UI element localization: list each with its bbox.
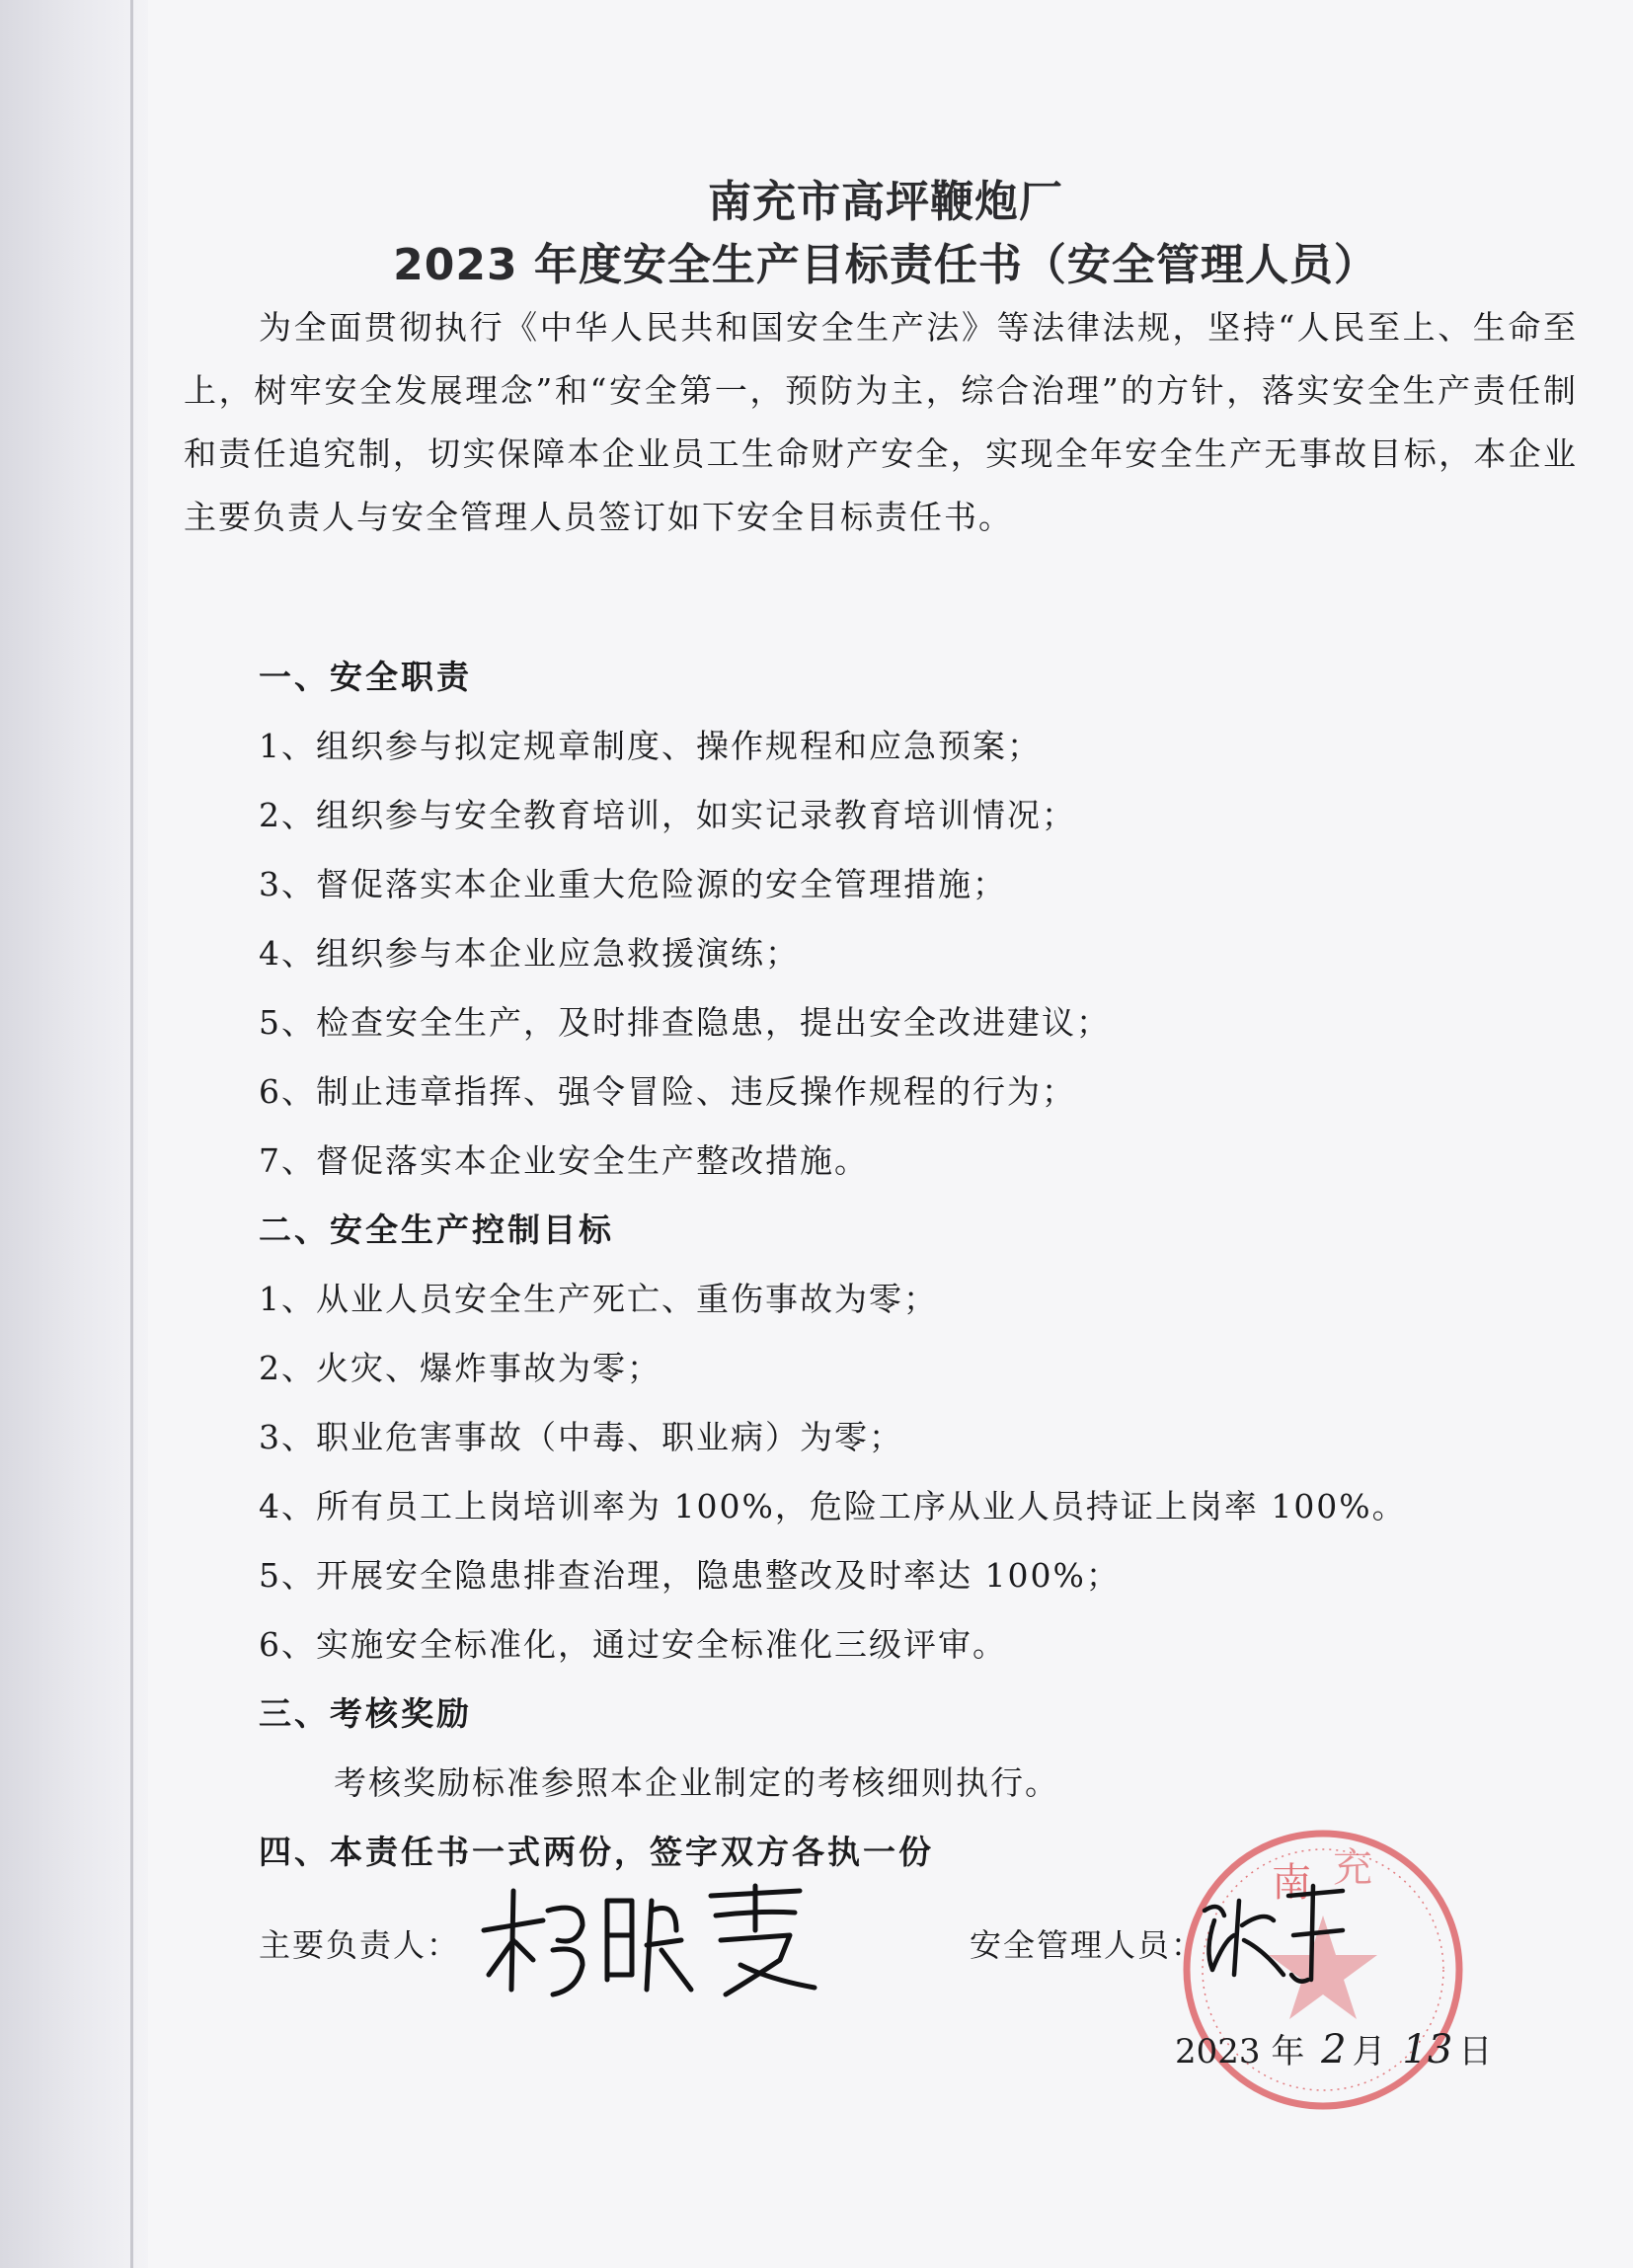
date-month: 2 <box>1321 2027 1347 2072</box>
list-item: 2、火灾、爆炸事故为零； <box>259 1349 661 1387</box>
principal-label: 主要负责人： <box>259 1926 461 1964</box>
svg-text:充: 充 <box>1333 1845 1372 1891</box>
document-title-main: 2023 年度安全生产目标责任书（安全管理人员） <box>393 240 1378 290</box>
list-item: 5、检查安全生产，及时排查隐患，提出安全改进建议； <box>259 1003 1111 1042</box>
section-heading-duties: 一、安全职责 <box>259 658 472 696</box>
principal-signature <box>474 1871 829 2009</box>
date-month-unit: 月 <box>1352 2032 1386 2072</box>
section-heading-rewards: 三、考核奖励 <box>259 1694 472 1733</box>
date-year-unit: 年 <box>1271 2032 1305 2072</box>
list-item: 1、组织参与拟定规章制度、操作规程和应急预案； <box>259 727 1042 765</box>
signing-date <box>1175 2024 1492 2072</box>
date-day-unit: 日 <box>1458 2032 1493 2072</box>
list-item: 4、所有员工上岗培训率为 100%，危险工序从业人员持证上岗率 100%。 <box>259 1487 1407 1525</box>
safety-manager-label: 安全管理人员： <box>970 1926 1205 1964</box>
rewards-body: 考核奖励标准参照本企业制定的考核细则执行。 <box>334 1763 1059 1802</box>
list-item: 6、制止违章指挥、强令冒险、违反操作规程的行为； <box>259 1072 1076 1111</box>
intro-paragraph: 为全面贯彻执行《中华人民共和国安全生产法》等法律法规，坚持“人民至上、生命至上，树牢安全发展理念”和“安全第一，预防为主，综合治理”的方针，落实安全生产责任制和责任追究制，切实保障本企业员工生命财产安全，实现全年安全生产无事故目标，本企业主要负责人与安全管理人员签订如下安全目标责任书。 <box>184 308 1578 536</box>
list-item: 3、督促落实本企业重大危险源的安全管理措施； <box>259 865 1007 903</box>
document-title-company: 南充市高坪鞭炮厂 <box>708 177 1063 227</box>
safety-manager-signature <box>1195 1881 1353 1990</box>
list-item: 2、组织参与安全教育培训，如实记录教育培训情况； <box>259 796 1076 834</box>
list-item: 3、职业危害事故（中毒、职业病）为零； <box>259 1418 903 1456</box>
date-year: 2023 <box>1175 2032 1261 2072</box>
list-item: 6、实施安全标准化，通过安全标准化三级评审。 <box>259 1625 1007 1664</box>
list-item: 4、组织参与本企业应急救援演练； <box>259 934 800 973</box>
page-edge-shadow <box>0 0 148 2268</box>
list-item: 7、督促落实本企业安全生产整改措施。 <box>259 1141 869 1180</box>
section-heading-targets: 二、安全生产控制目标 <box>259 1211 614 1249</box>
document-page <box>138 0 1633 2268</box>
svg-text:南: 南 <box>1272 1860 1311 1906</box>
date-day: 13 <box>1402 2027 1453 2072</box>
list-item: 1、从业人员安全生产死亡、重伤事故为零； <box>259 1280 938 1318</box>
page-fold-line <box>130 0 133 2268</box>
list-item: 5、开展安全隐患排查治理，隐患整改及时率达 100%； <box>259 1556 1121 1595</box>
section-heading-copies: 四、本责任书一式两份，签字双方各执一份 <box>259 1833 934 1871</box>
